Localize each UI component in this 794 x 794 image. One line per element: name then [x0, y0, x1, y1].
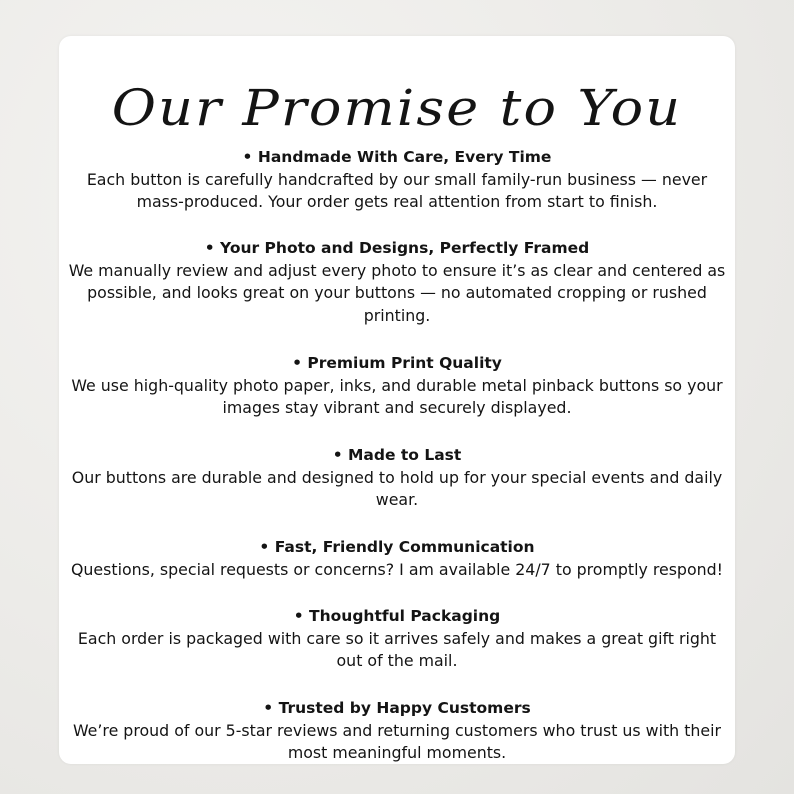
- promise-description: We manually review and adjust every photo to ensure it’s as clear and centered as possible, and looks great on your buttons — no automated cropping or rushed printing.: [68, 260, 726, 325]
- promise-item-print-quality: [59, 352, 735, 420]
- promise-item-photo-designs: [59, 237, 735, 327]
- promise-heading: • Fast, Friendly Communication: [259, 538, 535, 556]
- promise-heading: • Handmade With Care, Every Time: [242, 148, 552, 166]
- promise-description: Each button is carefully handcrafted by our small family-run business — never mass-produced. Your order gets real attention from start to finish.: [86, 169, 708, 212]
- promise-description: Each order is packaged with care so it arrives safely and makes a great gift right out of the mail.: [77, 628, 717, 671]
- promise-item-handmade: [59, 146, 735, 214]
- promise-heading: • Made to Last: [332, 446, 462, 464]
- promise-card: [59, 36, 735, 764]
- promise-heading: • Premium Print Quality: [292, 354, 502, 372]
- promise-description: We use high-quality photo paper, inks, and durable metal pinback buttons so your images stay vibrant and securely displayed.: [71, 375, 723, 418]
- promise-description: Questions, special requests or concerns? I am available 24/7 to promptly respond!: [70, 559, 723, 579]
- promise-item-packaging: [59, 605, 735, 673]
- promise-heading: • Your Photo and Designs, Perfectly Framed: [204, 239, 590, 257]
- promise-item-communication: [59, 536, 735, 581]
- page-title: Our Promise to You: [111, 79, 683, 137]
- promise-item-happy-customers: [59, 697, 735, 765]
- promise-heading: • Thoughtful Packaging: [293, 607, 501, 625]
- promise-description: We’re proud of our 5-star reviews and returning customers who trust us with their most meaningful moments.: [72, 720, 722, 763]
- promise-description: Our buttons are durable and designed to hold up for your special events and daily wear.: [71, 467, 723, 510]
- promise-item-made-to-last: [59, 444, 735, 512]
- promise-heading: • Trusted by Happy Customers: [263, 699, 531, 717]
